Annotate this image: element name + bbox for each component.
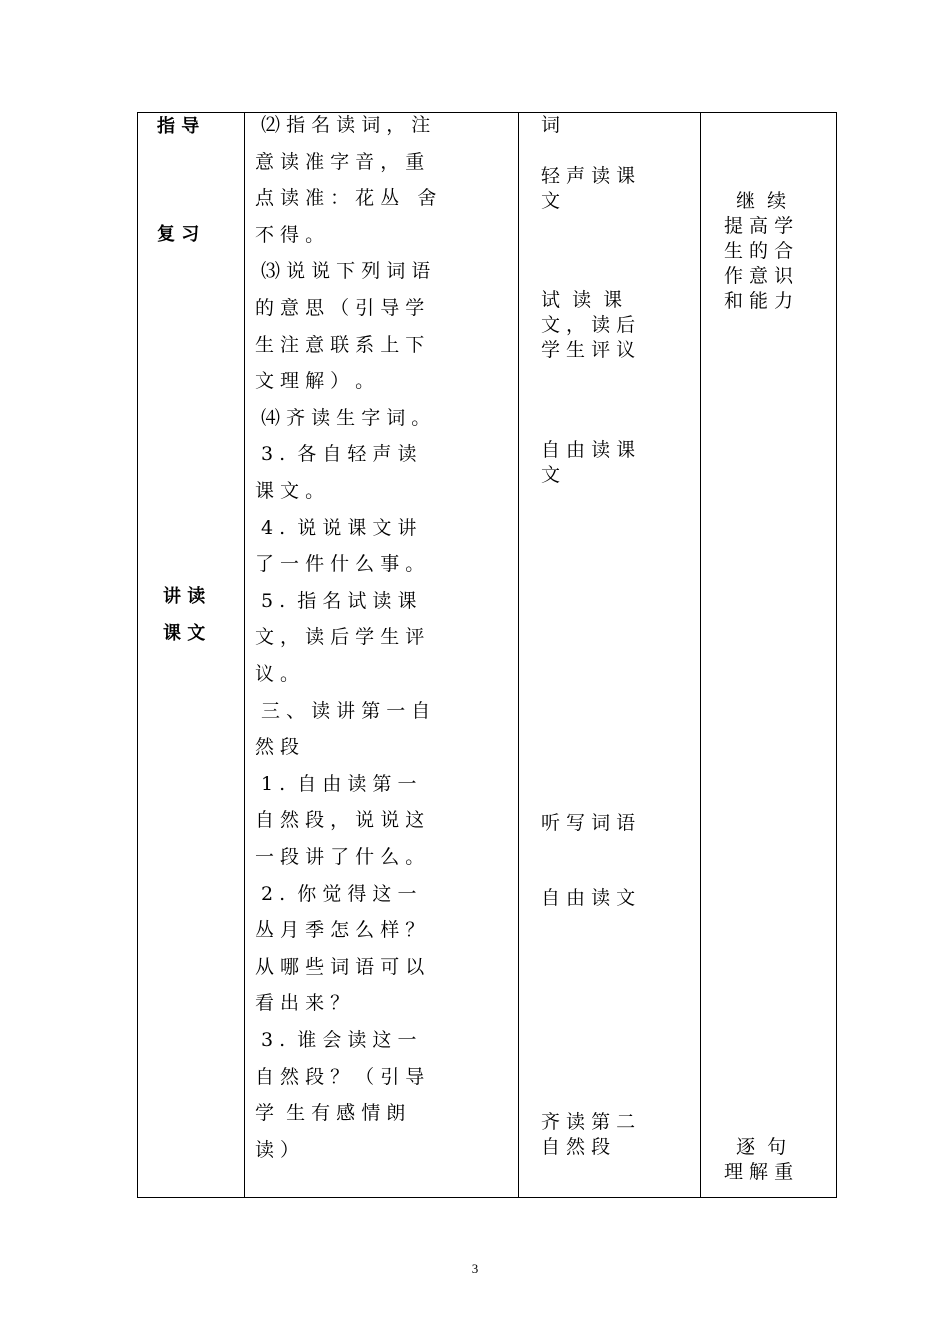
teacher-activity-line: 三 、 读 讲 第 一 自 bbox=[255, 700, 431, 722]
teacher-activity-line: 了 一 件 什 么 事 。 bbox=[255, 553, 425, 575]
teacher-activity-line: 一 段 讲 了 什 么 。 bbox=[255, 846, 425, 868]
section-label-guide: 指 导 bbox=[157, 116, 200, 137]
section-label-explain-read: 讲 读 bbox=[163, 586, 206, 607]
student-activity-word: 词 bbox=[541, 114, 561, 136]
teacher-activity-line: 课 文 。 bbox=[255, 480, 325, 502]
teacher-activity-line: 丛 月 季 怎 么 样 ？ bbox=[255, 919, 425, 941]
teacher-activity-line: ⑷ 齐 读 生 字 词 。 bbox=[255, 407, 431, 429]
teacher-activity-line: 文 理 解 ） 。 bbox=[255, 370, 375, 392]
teacher-activity-line: 不 得 。 bbox=[255, 224, 325, 246]
teacher-activity-line: 1 . 自 由 读 第 一 bbox=[255, 773, 417, 795]
teacher-activity-line: 议 。 bbox=[255, 663, 300, 685]
teacher-activity-line: ⑶ 说 说 下 列 词 语 bbox=[255, 260, 431, 282]
design-intent-a2: 提 高 学 bbox=[724, 215, 794, 237]
teacher-activity-line: 文 ， 读 后 学 生 评 bbox=[255, 626, 425, 648]
section-label-text: 课 文 bbox=[163, 623, 206, 644]
teacher-activity-line: 生 注 意 联 系 上 下 bbox=[255, 334, 425, 356]
section-label-review: 复 习 bbox=[157, 224, 200, 245]
design-intent-b1: 逐 句 bbox=[724, 1136, 787, 1158]
design-intent-a3: 生 的 合 bbox=[724, 240, 794, 262]
teacher-activity-line: 4 . 说 说 课 文 讲 bbox=[255, 517, 417, 539]
student-activity-try-read-2: 文 ， 读 后 bbox=[541, 314, 636, 336]
teacher-activity-line: 3 . 各 自 轻 声 读 bbox=[255, 443, 417, 465]
teacher-activity-line: 2 . 你 觉 得 这 一 bbox=[255, 883, 417, 905]
teacher-activity-line: ⑵ 指 名 读 词 ， 注 bbox=[255, 114, 431, 136]
student-activity-dictation: 听 写 词 语 bbox=[541, 812, 636, 834]
page-number: 3 bbox=[471, 1261, 479, 1276]
student-activity-try-read-1: 试 读 课 bbox=[541, 289, 623, 311]
column-divider-1 bbox=[244, 112, 245, 1198]
column-divider-3 bbox=[700, 112, 701, 1198]
teacher-activity-line: 的 意 思 （ 引 导 学 bbox=[255, 297, 425, 319]
teacher-activity-line: 自 然 段 ？ （ 引 导 bbox=[255, 1066, 425, 1088]
student-activity-group-read-2: 自 然 段 bbox=[541, 1136, 611, 1158]
teacher-activity-line: 意 读 准 字 音 ， 重 bbox=[255, 151, 425, 173]
student-activity-soft-read-2: 文 bbox=[541, 190, 561, 212]
design-intent-b2: 理 解 重 bbox=[724, 1161, 794, 1183]
teacher-activity-line: 点 读 准 ： 花 丛 舍 bbox=[255, 187, 437, 209]
design-intent-a5: 和 能 力 bbox=[724, 290, 794, 312]
student-activity-free-read-1: 自 由 读 课 bbox=[541, 439, 636, 461]
student-activity-try-read-3: 学 生 评 议 bbox=[541, 339, 636, 361]
column-divider-2 bbox=[518, 112, 519, 1198]
design-intent-a4: 作 意 识 bbox=[724, 265, 794, 287]
student-activity-soft-read-1: 轻 声 读 课 bbox=[541, 165, 636, 187]
teacher-activity-line: 从 哪 些 词 语 可 以 bbox=[255, 956, 425, 978]
teacher-activity-line: 自 然 段 ， 说 说 这 bbox=[255, 809, 425, 831]
student-activity-free-read-2: 文 bbox=[541, 464, 561, 486]
teacher-activity-line: 5 . 指 名 试 读 课 bbox=[255, 590, 417, 612]
teacher-activity-line: 看 出 来 ？ bbox=[255, 992, 350, 1014]
teacher-activity-line: 读 ） bbox=[255, 1139, 300, 1161]
teacher-activity-line: 3 . 谁 会 读 这 一 bbox=[255, 1029, 417, 1051]
teacher-activity-line: 学 生 有 感 情 朗 bbox=[255, 1102, 406, 1124]
student-activity-free-read-text: 自 由 读 文 bbox=[541, 887, 636, 909]
student-activity-group-read-1: 齐 读 第 二 bbox=[541, 1111, 636, 1133]
design-intent-a1: 继 续 bbox=[724, 190, 787, 212]
teacher-activity-line: 然 段 bbox=[255, 736, 300, 758]
